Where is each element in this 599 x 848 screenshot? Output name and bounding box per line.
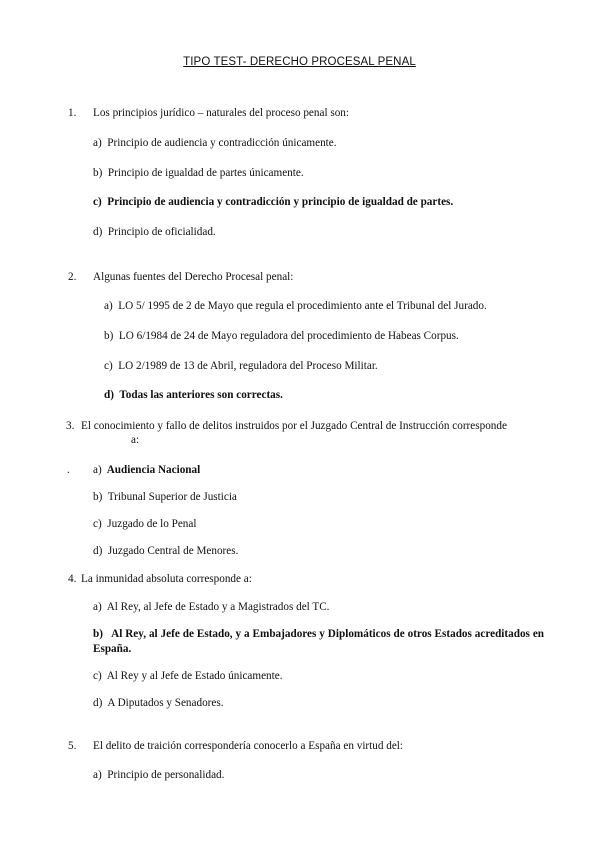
option-5a: a) Principio de personalidad. bbox=[93, 769, 225, 781]
option-3c: c) Juzgado de lo Penal bbox=[93, 518, 197, 530]
option-1d: d) Principio de oficialidad. bbox=[93, 226, 216, 238]
option-4d: d) A Diputados y Senadores. bbox=[93, 697, 224, 709]
option-3a-correct: a) Audiencia Nacional bbox=[93, 464, 201, 476]
option-2c: c) LO 2/1989 de 13 de Abril, reguladora del Proceso Militar. bbox=[104, 360, 378, 372]
document-title: TIPO TEST- DERECHO PROCESAL PENAL bbox=[183, 56, 416, 68]
option-3d: d) Juzgado Central de Menores. bbox=[93, 545, 239, 557]
question-4 bbox=[68, 572, 252, 586]
question-3-continuation: a: bbox=[131, 434, 140, 446]
option-4a: a) Al Rey, al Jefe de Estado y a Magistrados del TC. bbox=[93, 601, 330, 613]
question-5 bbox=[68, 739, 403, 753]
question-text: La inmunidad absoluta corresponde a: bbox=[81, 573, 252, 585]
option-3b: b) Tribunal Superior de Justicia bbox=[93, 491, 237, 503]
option-2d-correct: d) Todas las anteriores son correctas. bbox=[104, 389, 283, 401]
question-number: 2. bbox=[68, 271, 77, 283]
option-4b-correct: b) Al Rey, al Jefe de Estado, y a Embajadores y Diplomáticos de otros Estados acreditados en España. bbox=[93, 628, 545, 655]
question-number: 1. bbox=[68, 107, 77, 119]
question-text: Los principios jurídico – naturales del proceso penal son: bbox=[93, 107, 350, 119]
option-3a-bullet: . bbox=[67, 464, 70, 476]
option-4c: c) Al Rey y al Jefe de Estado únicamente. bbox=[93, 670, 283, 682]
option-2a: a) LO 5/ 1995 de 2 de Mayo que regula el procedimiento ante el Tribunal del Jurado. bbox=[104, 300, 487, 312]
question-number: 5. bbox=[68, 740, 77, 752]
question-1 bbox=[68, 106, 349, 120]
option-1c-correct: c) Principio de audiencia y contradicción y principio de igualdad de partes. bbox=[93, 196, 454, 208]
question-number: 4. bbox=[68, 573, 77, 585]
question-number: 3. bbox=[66, 420, 75, 432]
question-2 bbox=[68, 270, 293, 284]
question-3 bbox=[66, 419, 507, 433]
option-1a: a) Principio de audiencia y contradicción únicamente. bbox=[93, 137, 337, 149]
question-text: El conocimiento y fallo de delitos instruidos por el Juzgado Central de Instrucción corresponde bbox=[81, 420, 507, 432]
question-text: Algunas fuentes del Derecho Procesal penal: bbox=[93, 271, 294, 283]
option-2b: b) LO 6/1984 de 24 de Mayo reguladora del procedimiento de Habeas Corpus. bbox=[104, 330, 459, 342]
option-1b: b) Principio de igualdad de partes únicamente. bbox=[93, 167, 304, 179]
question-text: El delito de traición correspondería conocerlo a España en virtud del: bbox=[93, 740, 404, 752]
